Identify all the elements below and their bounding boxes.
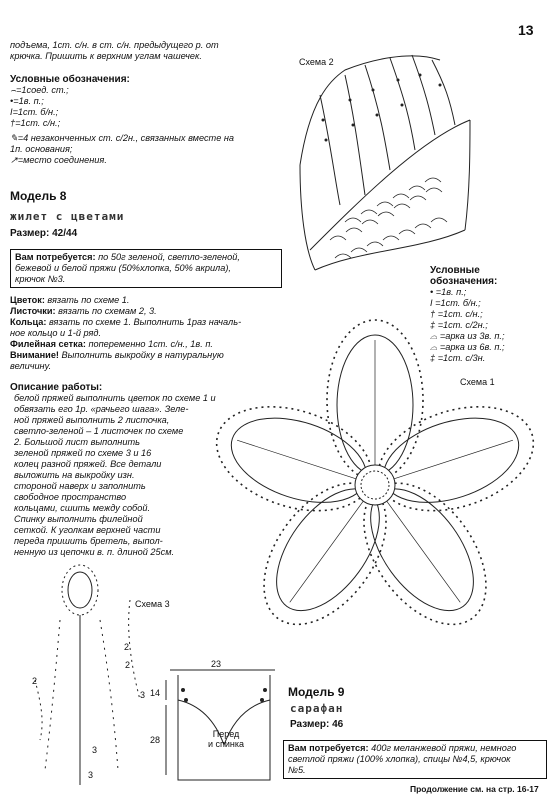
model8-size: Размер: 42/44 <box>10 228 78 239</box>
pattern-left-value-1: 14 <box>150 688 161 698</box>
legend-item <box>430 353 550 364</box>
spec-key: Филейная сетка: <box>10 339 86 349</box>
desc-line: белой пряжей выполнить цветок по схеме 1 и <box>14 393 216 403</box>
desc-line: колец разной пряжей. Все детали <box>14 459 162 469</box>
scheme3-mark: 3 <box>92 745 98 755</box>
leaf-edge <box>465 120 470 230</box>
leaf-stem <box>300 165 315 270</box>
model9-size: Размер: 46 <box>290 719 344 730</box>
legend-item <box>430 298 550 309</box>
desc-line: кольцами, сшить между собой. <box>14 503 150 513</box>
legend-symbol: ‡ <box>430 320 436 330</box>
desc-line: 2. Большой лист выполнить <box>14 437 140 447</box>
legend-extra-line: =место соединения. <box>17 155 107 165</box>
scheme1-label: Схема 1 <box>460 377 495 387</box>
legend-item <box>430 331 550 342</box>
legend-text: =арка из 3в. п.; <box>439 331 505 341</box>
desc-line: стороной наверх и заполнить <box>14 481 146 491</box>
spec-line <box>10 328 285 339</box>
desc-line: ненную из цепочки в. п. длиной 25см. <box>14 547 175 557</box>
model9-materials-box <box>283 740 547 779</box>
legend-extra-line: 1п. основания; <box>10 144 73 154</box>
materials-line: №5. <box>288 765 306 775</box>
legend-symbol: ‡ <box>430 353 436 363</box>
legend-text: =1ст. с/2н.; <box>437 320 488 330</box>
desc-line: Спинку выполнить филейной <box>14 514 143 524</box>
spec-value: вязать по схеме 1. <box>44 295 130 305</box>
flower-center <box>355 465 395 505</box>
desc-line: светло-зеленой – 1 листочек по схеме <box>14 426 184 436</box>
spec-key: Кольца: <box>10 317 47 327</box>
legend-extra-line: =4 незаконченных ст. с/2н., связанных вместе на <box>17 133 235 143</box>
flower-petal <box>221 403 378 519</box>
page-number: 13 <box>518 22 534 38</box>
legend-text: =1в. п.; <box>435 287 467 297</box>
materials-label: Вам потребуется: <box>15 252 96 262</box>
spec-value: вязать по схеме 1. Выполнить 1раз началь- <box>46 317 242 327</box>
legend-right-title: Условные <box>430 265 480 276</box>
legend-symbol: † <box>10 118 16 128</box>
spec-key: Цветок: <box>10 295 45 305</box>
flower-center-ring <box>361 471 389 499</box>
scheme3-ring <box>68 572 92 608</box>
legend-item <box>430 342 550 353</box>
spec-key: Внимание! <box>10 350 59 360</box>
desc-line: обвязать его 1р. «рачьего шага». Зеле- <box>14 404 189 414</box>
legend-item <box>10 85 280 96</box>
spec-value: ное кольцо и 1-й ряд. <box>10 328 102 338</box>
desc-line: сеткой. К уголкам верхней части <box>14 525 161 535</box>
desc-line: выложить на выкройку изн. <box>14 470 135 480</box>
join-icon: ↗ <box>10 155 18 165</box>
legend-symbol: ⌓ <box>430 331 438 341</box>
intro-text <box>10 40 280 62</box>
spec-value: попеременно 1ст. с/н., 1в. п. <box>85 339 213 349</box>
legend-item <box>10 107 280 118</box>
model8-title: Модель 8 <box>10 189 67 203</box>
legend-text: =1соед. ст.; <box>16 85 69 95</box>
materials-line: светлой пряжи (100% хлопка), спицы №4,5, крючок <box>288 754 511 764</box>
materials-line: бежевой и белой пряжи (50%хлопка, 50% акрила), <box>15 263 231 273</box>
leaf-edge <box>315 230 465 270</box>
spec-key: Листочки: <box>10 306 56 316</box>
legend-text: =1ст. б/н.; <box>435 298 481 308</box>
materials-label: Вам потребуется: <box>288 743 369 753</box>
spec-line <box>10 339 285 350</box>
scheme3-label: Схема 3 <box>135 599 170 609</box>
pattern-left-value-2: 28 <box>150 735 161 745</box>
model9-title: Модель 9 <box>288 685 345 699</box>
flower-petal <box>350 471 494 629</box>
pattern-label <box>208 729 244 749</box>
desc-line: переда пришить бретель, выпол- <box>14 536 163 546</box>
legend-right-title: обозначения: <box>430 276 498 287</box>
cluster-icon: ✎ <box>10 133 18 143</box>
scheme2-label: Схема 2 <box>299 57 334 67</box>
model8-materials-box <box>10 249 282 288</box>
desc-line: ной пряжей выполнить 2 листочка, <box>14 415 170 425</box>
materials-line: по 50г зеленой, светло-зеленой, <box>95 252 240 262</box>
spec-line <box>10 350 285 361</box>
model9-subtitle: сарафан <box>290 702 344 715</box>
model8-specs <box>10 295 285 372</box>
materials-line: крючок №3. <box>15 274 66 284</box>
scheme3-mark: 2 <box>125 660 131 670</box>
leaf-outline <box>300 56 440 165</box>
pattern-straps <box>181 688 267 702</box>
legend-text: =арка из 6в. п.; <box>439 342 505 352</box>
scheme3-mark: 2 <box>124 642 130 652</box>
legend-item <box>10 96 280 107</box>
legend-left-title: Условные обозначения: <box>10 74 130 85</box>
intro-line: крючка. Пришить к верхним углам чашечек. <box>10 51 202 61</box>
legend-symbol: † <box>430 309 436 319</box>
legend-symbol: • <box>430 287 434 297</box>
desc-line: зеленой пряжей по схеме 3 и 16 <box>14 448 152 458</box>
scheme3-mark: 2 <box>32 676 38 686</box>
spec-line <box>10 306 285 317</box>
leaf-stitches <box>322 74 442 142</box>
legend-text: =1ст. с/3н. <box>437 353 486 363</box>
spec-line <box>10 317 285 328</box>
model8-subtitle: жилет с цветами <box>10 210 125 223</box>
footer-continued: Продолжение см. на стр. 16-17 <box>410 784 539 794</box>
leaf-rib <box>310 120 470 250</box>
desc-title: Описание работы: <box>10 382 103 393</box>
legend-right <box>430 265 550 364</box>
scheme3-ring-outer <box>62 565 98 615</box>
flower-petal <box>256 471 400 629</box>
legend-extra <box>10 133 280 166</box>
spec-value: Выполнить выкройку в натуральную <box>58 350 224 360</box>
leaf-arches <box>330 178 447 258</box>
intro-line: подъема, 1ст. с/н. в ст. с/н. предыдущего р. от <box>10 40 219 50</box>
legend-symbol: ⌓ <box>430 342 438 352</box>
pattern-label-line: и спинка <box>208 739 245 749</box>
legend-text: =1в. п.; <box>13 96 44 106</box>
legend-text: =1ст. б/н.; <box>12 107 59 117</box>
pattern-sides <box>178 675 270 780</box>
spec-line <box>10 361 285 372</box>
legend-symbol: ⌢ <box>10 85 17 95</box>
legend-symbol: I <box>10 107 13 117</box>
flower-petal <box>373 403 530 519</box>
legend-left <box>10 74 280 166</box>
flower-petal <box>337 335 413 475</box>
legend-item <box>430 287 550 298</box>
pattern-top-value: 23 <box>211 659 222 669</box>
legend-item <box>10 118 280 129</box>
legend-symbol: • <box>10 96 14 106</box>
legend-item <box>430 309 550 320</box>
scheme3-mark: 3 <box>140 690 146 700</box>
legend-symbol: I <box>430 298 433 308</box>
spec-value: величину. <box>10 361 52 371</box>
scheme3-mark: 3 <box>88 770 94 780</box>
pattern-label-line: Перед <box>212 729 240 739</box>
materials-line: 400г меланжевой пряжи, немного <box>368 743 517 753</box>
legend-item <box>430 320 550 331</box>
spec-line <box>10 295 285 306</box>
desc-line: свободное пространство <box>14 492 127 502</box>
legend-text: =1ст. с/н.; <box>437 309 483 319</box>
spec-value: вязать по схемам 2, 3. <box>55 306 157 316</box>
legend-text: =1ст. с/н.; <box>15 118 61 128</box>
desc-text <box>14 393 219 558</box>
